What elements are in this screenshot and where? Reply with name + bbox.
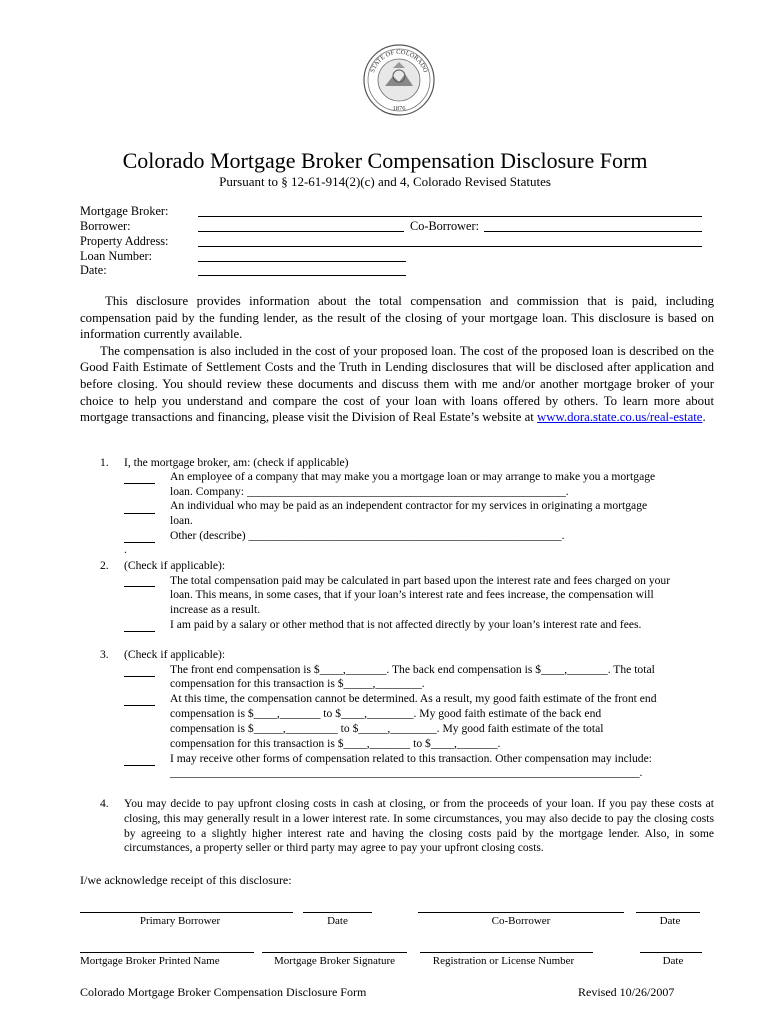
section-3-option-2-line-1: At this time, the compensation cannot be determined. As a result, my good faith estimate of the front end — [170, 692, 657, 705]
section-3-option-1-checkbox[interactable] — [124, 676, 155, 677]
coborrower-label: Co-Borrower — [491, 915, 551, 927]
section-2-option-1-checkbox[interactable] — [124, 586, 155, 587]
section-3-option-2-line-2: compensation is $____,_______ to $____,________. My good faith estimate of the back end — [170, 707, 602, 720]
section-1-option-1: An employee of a company that may make you a mortgage loan or may arrange to make you a mortgage — [170, 470, 656, 483]
date-line[interactable] — [198, 275, 406, 276]
section-4-number: 4. — [100, 797, 109, 810]
property-address-line[interactable] — [198, 246, 702, 247]
form-title: Colorado Mortgage Broker Compensation Disclosure Form — [122, 148, 648, 173]
date-1-label: Date — [327, 915, 348, 927]
label-borrower: Borrower: — [80, 219, 131, 233]
section-2-heading: (Check if applicable): — [124, 559, 226, 572]
section-3-option-1-line-1: The front end compensation is $____,_______. The back end compensation is $____,_______. The total — [170, 663, 655, 676]
section-1-option-3-checkbox[interactable] — [124, 542, 155, 543]
section-1-option-1-checkbox[interactable] — [124, 483, 155, 484]
section-1-option-2-cont: loan. — [170, 514, 193, 527]
section-2-option-1-line-2: loan. This means, in some cases, that if your loan’s interest rate and fees increase, the compensation will — [170, 588, 654, 601]
date-1-line[interactable] — [303, 912, 372, 913]
seal-text: STATE OF COLORADO — [369, 48, 429, 74]
broker-printed-name-line[interactable] — [80, 952, 254, 953]
section-1-option-1-company: loan. Company: _______________________________________________________. — [170, 485, 569, 498]
section-3-option-3-line-2[interactable]: _________________________________________________________________________________. — [170, 766, 643, 779]
section-1-stray-dot: . — [124, 543, 127, 556]
section-3-number: 3. — [100, 648, 109, 661]
date-3-line[interactable] — [640, 952, 702, 953]
borrower-line[interactable] — [198, 231, 404, 232]
mortgage-broker-line[interactable] — [198, 216, 702, 217]
dora-website-link[interactable]: www.dora.state.co.us/real-estate — [537, 410, 703, 425]
section-3-option-2-checkbox[interactable] — [124, 705, 155, 706]
intro-end: . — [702, 410, 706, 425]
loan-number-line[interactable] — [198, 261, 406, 262]
section-1-option-2: An individual who may be paid as an independent contractor for my services in originating a mortgage — [170, 499, 648, 512]
label-coborrower: Co-Borrower: — [410, 219, 479, 233]
coborrower-signature-line[interactable] — [418, 912, 624, 913]
intro-text — [80, 293, 714, 426]
intro-paragraph-2-text: The compensation is also included in the cost of your proposed loan. The cost of the proposed loan is described on the Good Faith Estimate of Settlement Costs and the Truth in Lending disclosures that will be disclosed after application and before closing. You should review these documents and discuss them with me and/or another mortgage broker of your choice to help you understand and compare the cost of your loan with loans offered by others. To learn more about mortgage transactions and financing, please visit the Division of Real Estate’s website at — [80, 343, 714, 425]
acknowledge-text: I/we acknowledge receipt of this disclosure: — [80, 873, 292, 887]
seal-year: 1876 — [392, 105, 406, 112]
section-3-option-2-line-4: compensation for this transaction is $____,_______ to $____,_______. — [170, 737, 501, 750]
section-1-number: 1. — [100, 456, 109, 469]
date-3-label: Date — [662, 955, 684, 967]
coborrower-line[interactable] — [484, 231, 702, 232]
label-property-address: Property Address: — [80, 234, 169, 248]
section-3-option-2-line-3: compensation is $_____,_________ to $_____,________. My good faith estimate of the total — [170, 722, 604, 735]
label-date: Date: — [80, 263, 107, 277]
footer-revised: Revised 10/26/2007 — [578, 985, 675, 999]
intro-paragraph-2 — [80, 343, 714, 426]
section-3-option-3-line-1: I may receive other forms of compensation related to this transaction. Other compensation may include: — [170, 752, 652, 765]
registration-number-line[interactable] — [420, 952, 593, 953]
section-1-option-3: Other (describe) ______________________________________________________. — [170, 529, 565, 542]
section-2-option-1-line-1: The total compensation paid may be calculated in part based upon the interest rate and fees charged on your — [170, 574, 671, 587]
section-4-text: You may decide to pay upfront closing costs in cash at closing, or from the proceeds of your loan. If you pay these costs at closing, this may generally result in a lower interest rate. In some circumstances, you may also decide to pay the closing costs by agreeing to a slightly higher interest rate and having the closing costs paid by the mortgage lender. Also, in some circumstances, a property seller or third party may agree to pay your upfront closing costs. — [124, 797, 714, 855]
section-2-option-2: I am paid by a salary or other method that is not affected directly by your loan’s interest rate and fees. — [170, 618, 642, 631]
section-2-number: 2. — [100, 559, 109, 572]
label-mortgage-broker: Mortgage Broker: — [80, 204, 169, 218]
date-2-line[interactable] — [636, 912, 700, 913]
primary-borrower-signature-line[interactable] — [80, 912, 293, 913]
colorado-state-seal — [363, 40, 435, 124]
date-2-label: Date — [659, 915, 681, 927]
section-2-option-1-line-3: increase as a result. — [170, 603, 261, 616]
footer-title: Colorado Mortgage Broker Compensation Disclosure Form — [80, 985, 367, 999]
broker-printed-name-label: Mortgage Broker Printed Name — [80, 955, 220, 967]
registration-number-label: Registration or License Number — [432, 955, 575, 967]
section-1-option-2-checkbox[interactable] — [124, 513, 155, 514]
form-subtitle: Pursuant to § 12-61-914(2)(c) and 4, Colorado Revised Statutes — [219, 174, 551, 189]
section-1-heading: I, the mortgage broker, am: (check if applicable) — [124, 456, 349, 469]
section-3-option-3-checkbox[interactable] — [124, 765, 155, 766]
primary-borrower-label: Primary Borrower — [139, 915, 221, 927]
section-3-option-1-line-2: compensation for this transaction is $_____,________. — [170, 677, 425, 690]
section-2-option-2-checkbox[interactable] — [124, 631, 155, 632]
intro-paragraph-1: This disclosure provides information about the total compensation and commission that is paid, including compensation paid by the funding lender, as the result of the closing of your mortgage loan. This disclosure is based on information currently available. — [80, 294, 714, 342]
section-3-heading: (Check if applicable): — [124, 648, 226, 661]
label-loan-number: Loan Number: — [80, 249, 153, 263]
broker-signature-label: Mortgage Broker Signature — [274, 955, 395, 967]
broker-signature-line[interactable] — [262, 952, 407, 953]
